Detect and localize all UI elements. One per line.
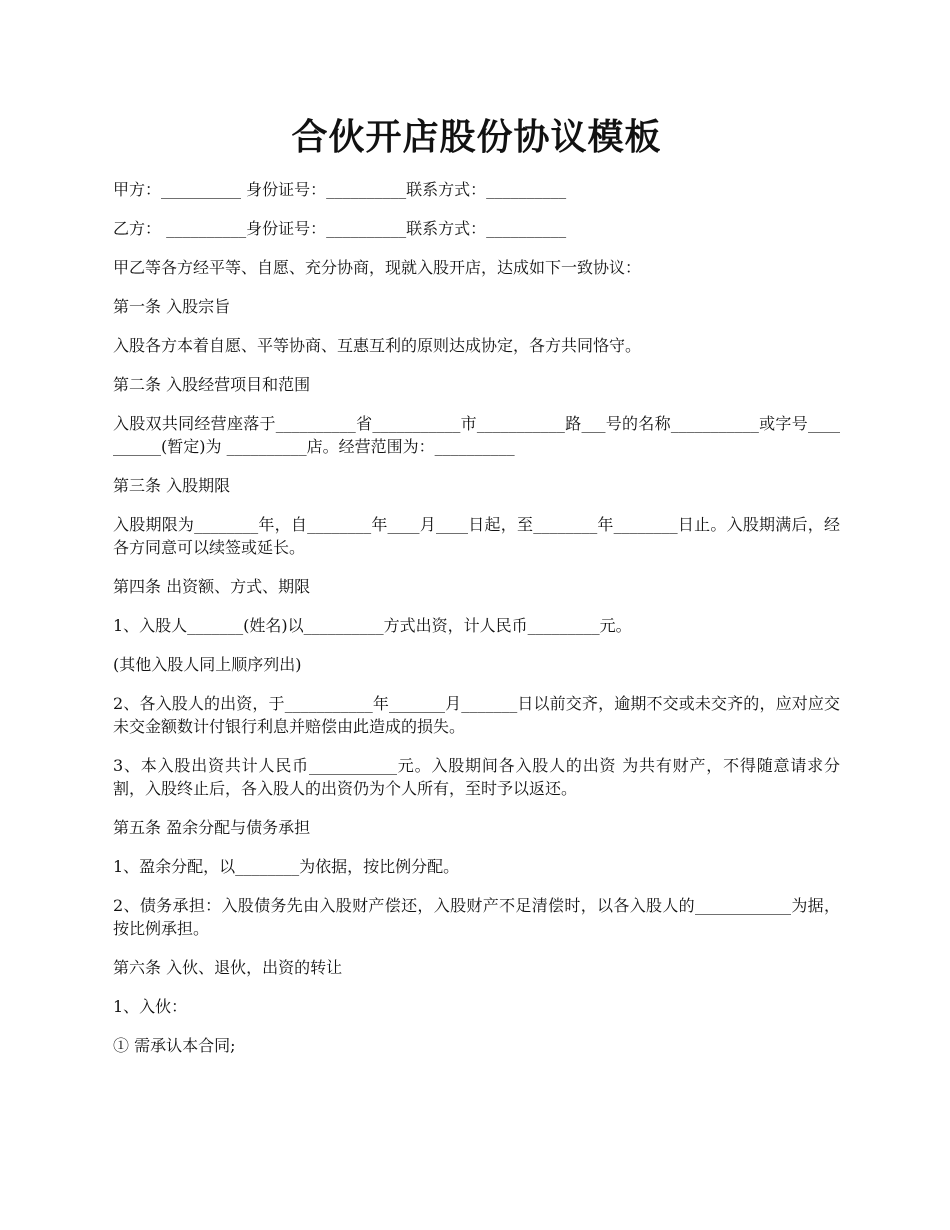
article-3-text: 入股期限为________年，自________年____月____日起，至________年________日止。入股期满后，经各方同意可以续签或延长。 <box>113 515 840 557</box>
article-4-note: (其他入股人同上顺序列出) <box>113 655 302 674</box>
article-2-heading: 第二条 入股经营项目和范围 <box>113 375 311 394</box>
article-4-item-3: 3、本入股出资共计人民币___________元。入股期间各入股人的出资 为共有财产，不得随意请求分割，入股终止后，各入股人的出资仍为个人所有，至时予以返还。 <box>113 756 840 798</box>
article-4-heading: 第四条 出资额、方式、期限 <box>113 577 311 596</box>
party-a-line: 甲方：__________ 身份证号：__________联系方式：__________ <box>113 180 567 199</box>
article-3-heading: 第三条 入股期限 <box>113 476 231 495</box>
article-4-item-2: 2、各入股人的出资，于___________年_______月_______日以前交齐，逾期不交或未交齐的，应对应交未交金额数计付银行利息并赔偿由此造成的损失。 <box>113 694 840 736</box>
document-title: 合伙开店股份协议模板 <box>291 116 662 158</box>
article-1-heading: 第一条 入股宗旨 <box>113 297 231 316</box>
article-1-text: 入股各方本着自愿、平等协商、互惠互利的原则达成协定，各方共同恪守。 <box>113 336 642 355</box>
article-5-item-1: 1、盈余分配，以________为依据，按比例分配。 <box>113 857 460 876</box>
article-6-heading: 第六条 入伙、退伙，出资的转让 <box>113 958 343 977</box>
article-2-text: 入股双共同经营座落于__________省___________市___________路___号的名称___________或字号__________(暂定)为 __________店。经营范围为：__________ <box>113 414 840 456</box>
article-6-item-1-sub-1: ① 需承认本合同; <box>113 1036 236 1055</box>
article-5-heading: 第五条 盈余分配与债务承担 <box>113 818 311 837</box>
article-6-item-1: 1、入伙： <box>113 997 188 1016</box>
article-5-item-2: 2、债务承担：入股债务先由入股财产偿还，入股财产不足清偿时，以各入股人的____________为据，按比例承担。 <box>113 896 840 938</box>
document-body <box>113 178 840 1073</box>
article-4-item-1: 1、入股人_______(姓名)以__________方式出资，计人民币_________元。 <box>113 616 632 635</box>
party-b-line: 乙方： __________身份证号：__________联系方式：__________ <box>113 219 567 238</box>
preamble: 甲乙等各方经平等、自愿、充分协商，现就入股开店，达成如下一致协议： <box>113 258 642 277</box>
